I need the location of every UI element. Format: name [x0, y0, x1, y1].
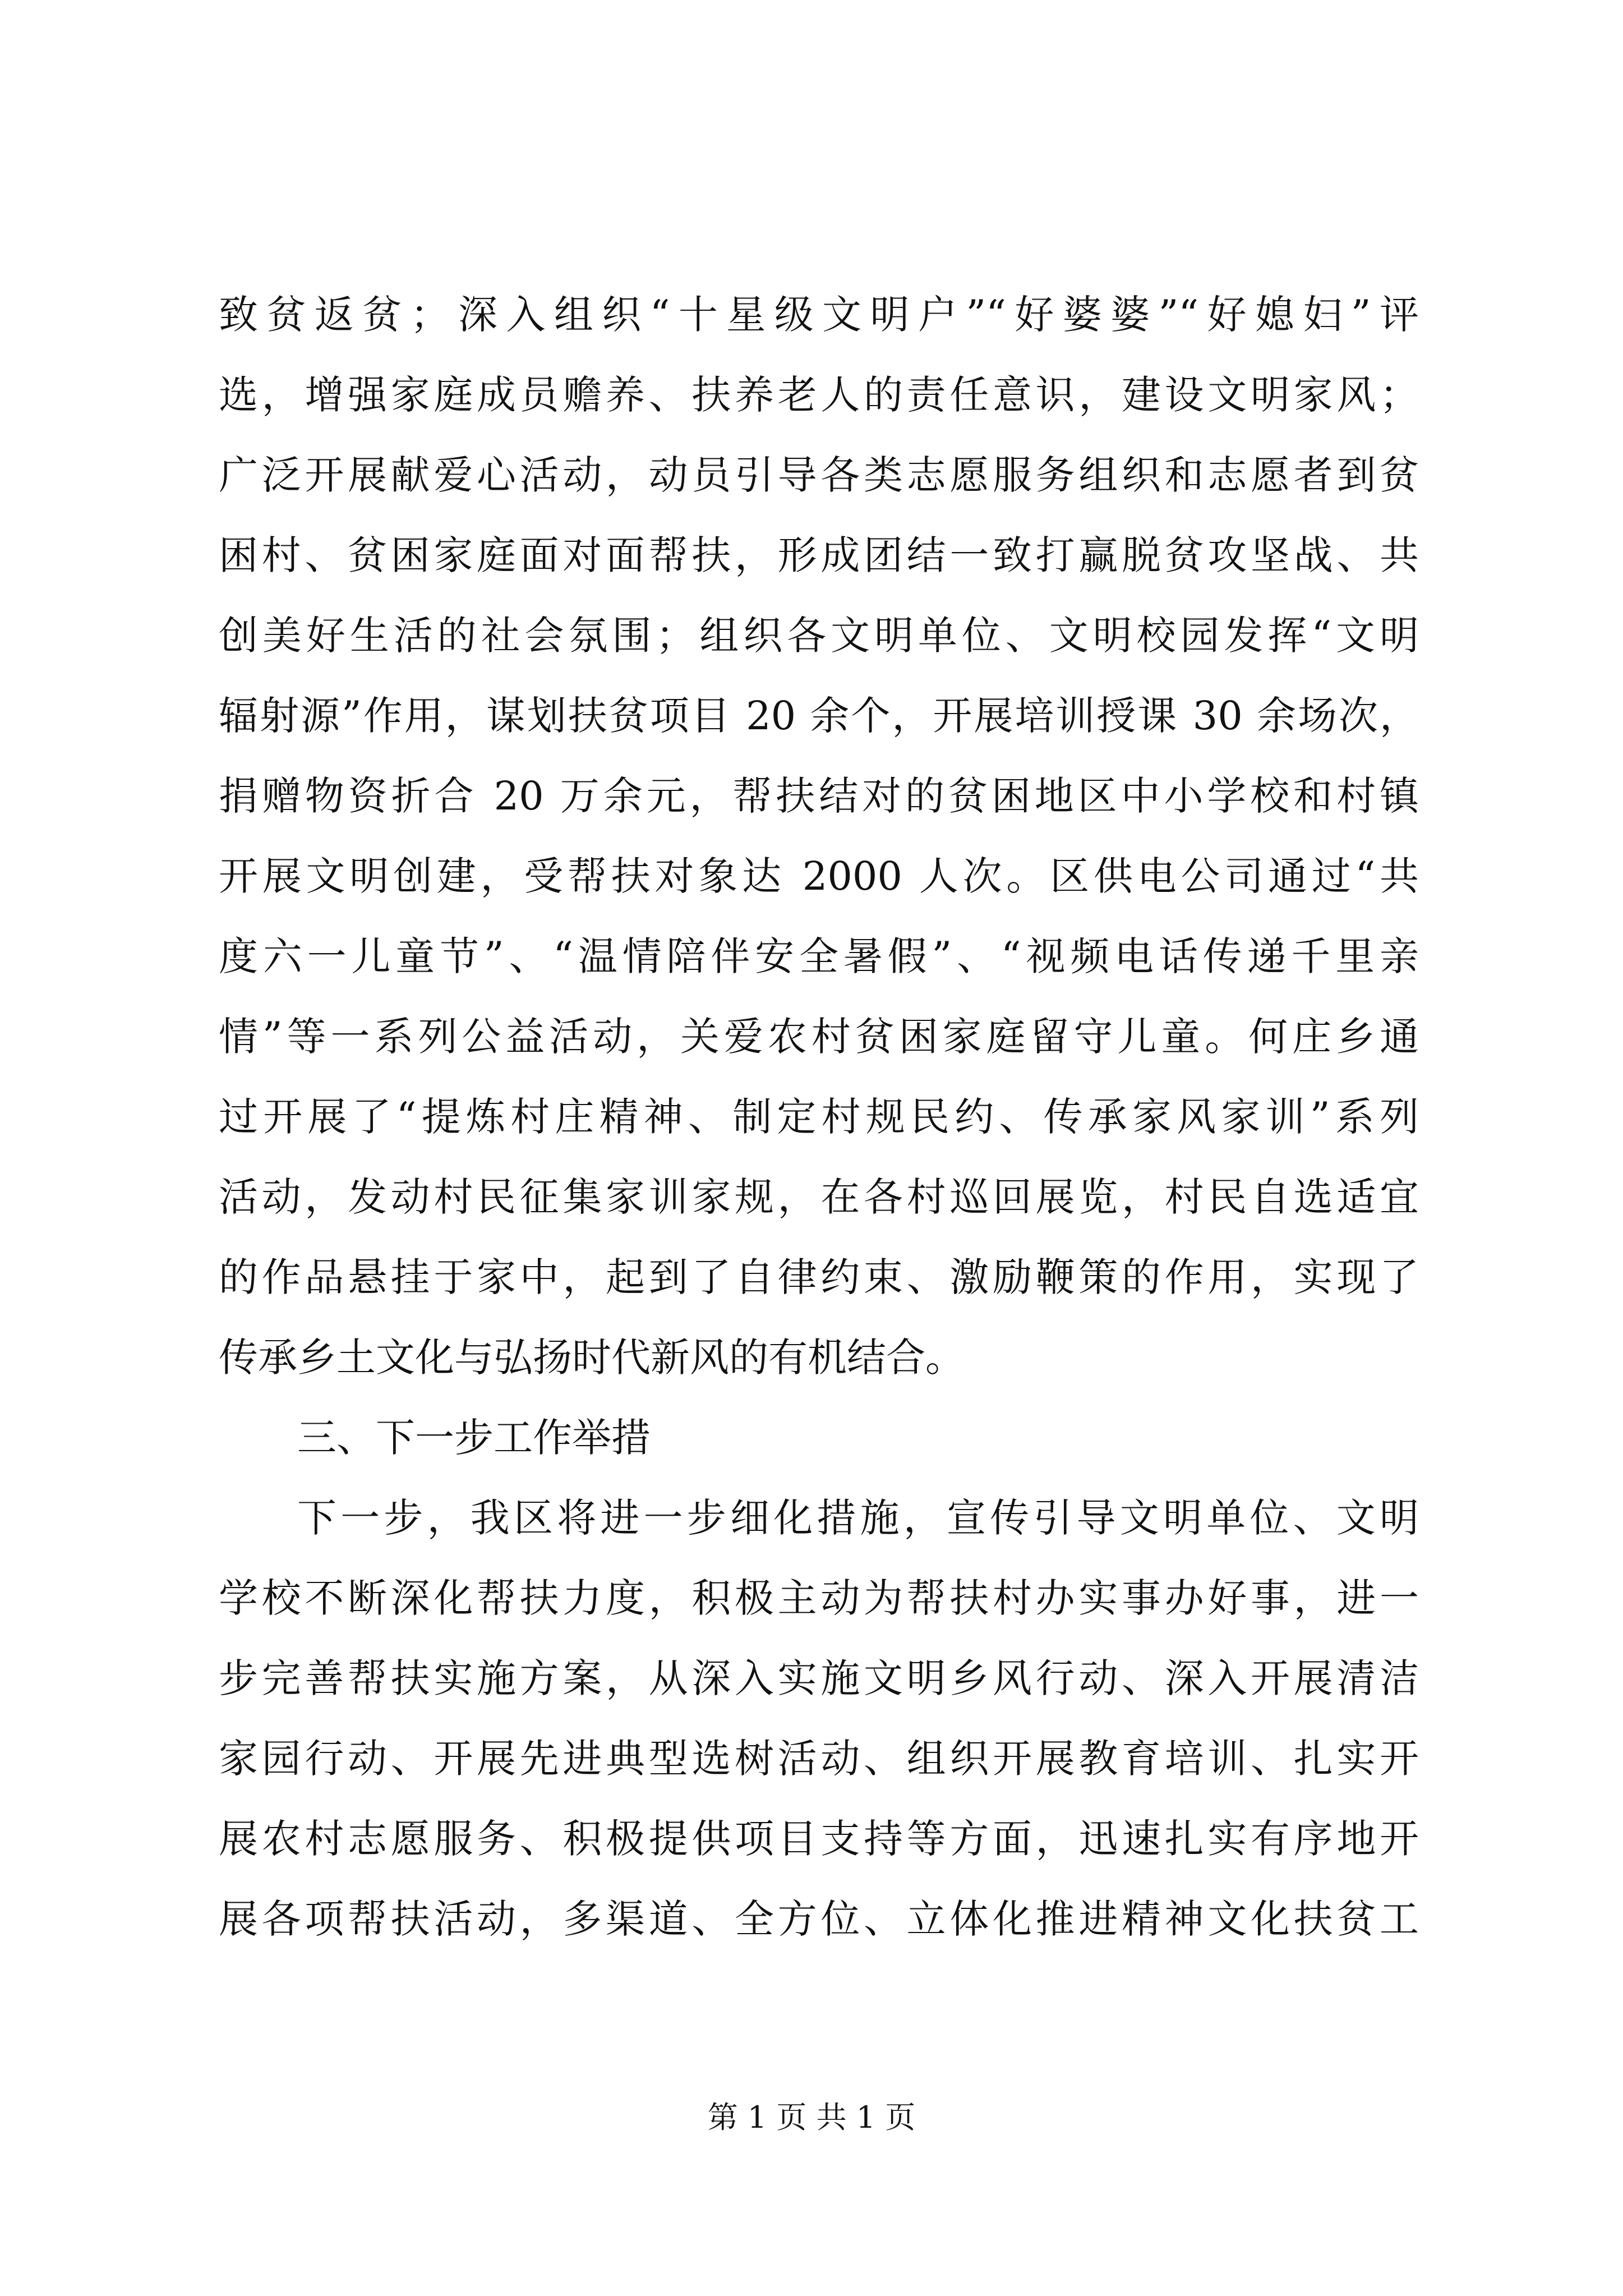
- paragraph-line: 选，增强家庭成员赡养、扶养老人的责任意识，建设文明家风；: [219, 372, 1419, 418]
- paragraph-line: 的作品悬挂于家中，起到了自律约束、激励鞭策的作用，实现了: [219, 1254, 1419, 1300]
- body-text: [219, 275, 1419, 1959]
- paragraph-line: 开展文明创建，受帮扶对象达 2000 人次。区供电公司通过“共: [219, 853, 1419, 899]
- paragraph-line: 创美好生活的社会氛围；组织各文明单位、文明校园发挥“文明: [219, 613, 1419, 659]
- paragraph-line: 情”等一系列公益活动，关爱农村贫困家庭留守儿童。何庄乡通: [219, 1014, 1419, 1060]
- paragraph-line: 致贫返贫；深入组织“十星级文明户”“好婆婆”“好媳妇”评: [219, 292, 1419, 338]
- paragraph-line: 传承乡土文化与弘扬时代新风的有机结合。: [219, 1335, 965, 1381]
- paragraph-line: 活动，发动村民征集家训家规，在各村巡回展览，村民自选适宜: [219, 1174, 1419, 1220]
- paragraph-line: 过开展了“提炼村庄精神、制定村规民约、传承家风家训”系列: [219, 1094, 1419, 1140]
- paragraph-line: 度六一儿童节”、“温情陪伴安全暑假”、“视频电话传递千里亲: [219, 933, 1419, 979]
- paragraph-line: 学校不断深化帮扶力度，积极主动为帮扶村办实事办好事，进一: [219, 1575, 1419, 1621]
- paragraph-line: 捐赠物资折合 20 万余元，帮扶结对的贫困地区中小学校和村镇: [219, 773, 1419, 819]
- paragraph-line: 困村、贫困家庭面对面帮扶，形成团结一致打赢脱贫攻坚战、共: [219, 532, 1419, 578]
- paragraph-line: 家园行动、开展先进典型选树活动、组织开展教育培训、扎实开: [219, 1736, 1419, 1782]
- paragraph-line: 下一步，我区将进一步细化措施，宣传引导文明单位、文明: [297, 1495, 1419, 1541]
- paragraph-line: 步完善帮扶实施方案，从深入实施文明乡风行动、深入开展清洁: [219, 1655, 1419, 1701]
- paragraph-line: 辐射源”作用，谋划扶贫项目 20 余个，开展培训授课 30 余场次，: [219, 693, 1419, 739]
- paragraph-line: 展农村志愿服务、积极提供项目支持等方面，迅速扎实有序地开: [219, 1816, 1419, 1862]
- paragraph-line: 展各项帮扶活动，多渠道、全方位、立体化推进精神文化扶贫工: [219, 1896, 1419, 1942]
- paragraph-line: 广泛开展献爱心活动，动员引导各类志愿服务组织和志愿者到贫: [219, 452, 1419, 498]
- page-footer: 第 1 页 共 1 页: [707, 2100, 916, 2135]
- section-heading: 三、下一步工作举措: [297, 1415, 651, 1461]
